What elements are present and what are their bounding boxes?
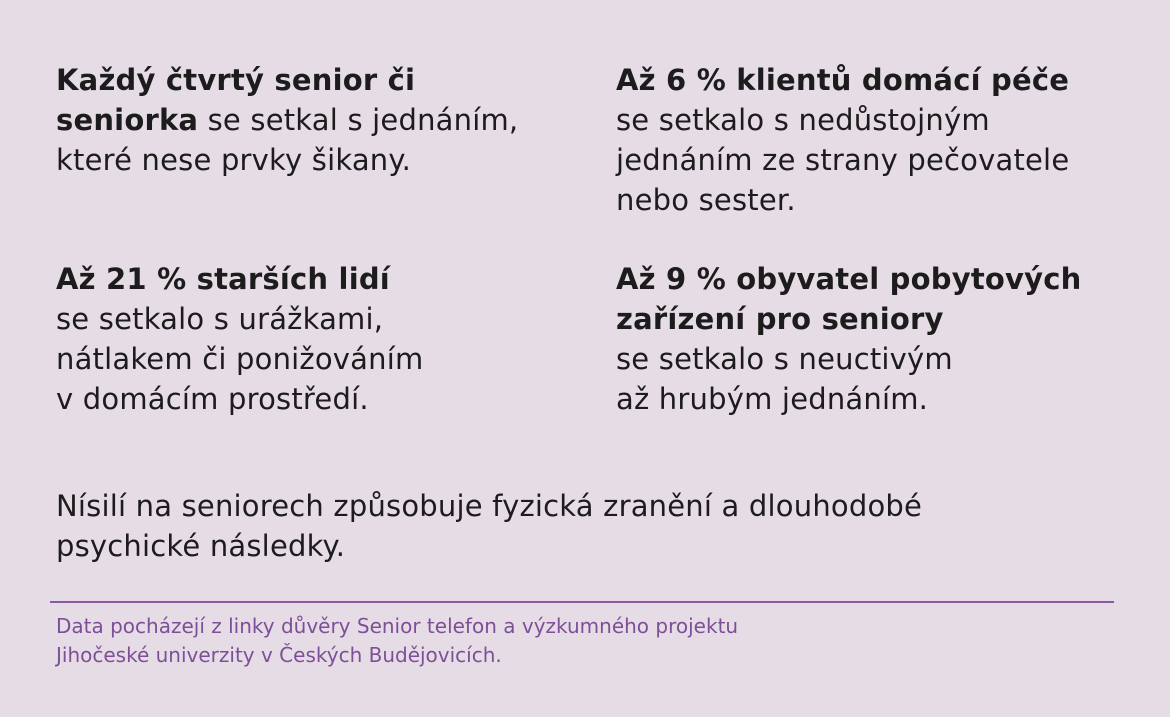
stat-text: v domácím prostředí. xyxy=(56,382,369,416)
stat-line xyxy=(56,140,518,180)
footnote-line: Jihočeské univerzity v Českých Budějovicích. xyxy=(56,643,502,667)
stat-line xyxy=(56,100,518,140)
stat-text: jednáním ze strany pečovatele xyxy=(616,143,1070,177)
stat-line xyxy=(616,299,1081,339)
stat-line xyxy=(616,60,1069,100)
divider xyxy=(50,601,1114,603)
footnote-line: Data pocházejí z linky důvěry Senior telefon a výzkumného projektu xyxy=(56,614,739,638)
stat-text: se setkalo s nedůstojným xyxy=(616,103,990,137)
stat-line xyxy=(616,100,1069,140)
summary-line: psychické následky. xyxy=(56,529,346,563)
stat-text: se setkalo s neuctivým xyxy=(616,342,953,376)
stat-highlight: Až 6 % klientů domácí péče xyxy=(616,63,1070,97)
stat-line xyxy=(56,339,423,379)
stat-text: nebo sester. xyxy=(616,183,796,217)
stat-block-older-people xyxy=(56,259,423,419)
stat-line xyxy=(56,299,423,339)
stat-line xyxy=(56,259,423,299)
stat-line xyxy=(616,339,1081,379)
stat-line xyxy=(616,379,1081,419)
stat-line xyxy=(56,60,518,100)
source-footnote xyxy=(56,612,738,670)
stat-highlight: zařízení pro seniory xyxy=(616,302,944,336)
stat-text: se setkal s jednáním, xyxy=(198,103,519,137)
stat-highlight: Až 21 % starších lidí xyxy=(56,262,390,296)
stat-line xyxy=(56,379,423,419)
summary-statement xyxy=(56,486,922,566)
stat-highlight: Až 9 % obyvatel pobytových xyxy=(616,262,1082,296)
stat-line xyxy=(616,259,1081,299)
stat-text: nátlakem či ponižováním xyxy=(56,342,424,376)
stat-block-residential-facilities xyxy=(616,259,1081,419)
stat-line xyxy=(616,140,1069,180)
stat-highlight: Každý čtvrtý senior či xyxy=(56,63,416,97)
stat-block-home-care xyxy=(616,60,1069,220)
stat-text: se setkalo s urážkami, xyxy=(56,302,384,336)
stat-text: které nese prvky šikany. xyxy=(56,143,412,177)
stat-block-bullying xyxy=(56,60,518,180)
stat-text: až hrubým jednáním. xyxy=(616,382,929,416)
stat-highlight: seniorka xyxy=(56,103,199,137)
stat-line xyxy=(616,180,1069,220)
summary-line: Nísilí na seniorech způsobuje fyzická zranění a dlouhodobé xyxy=(56,489,923,523)
